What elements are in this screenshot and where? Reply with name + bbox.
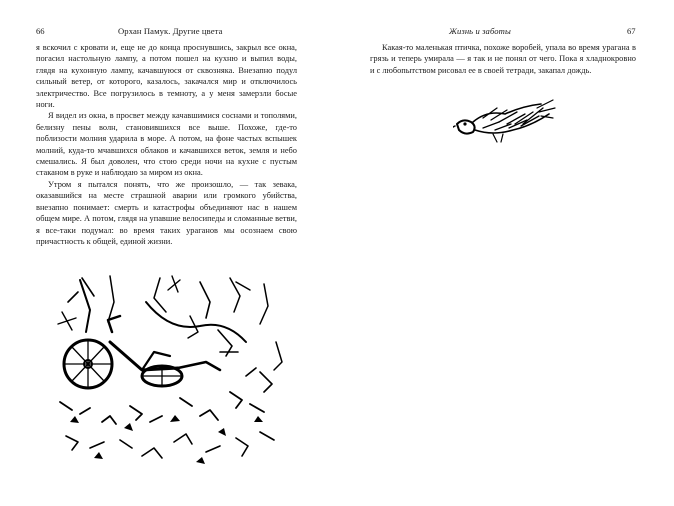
page-number-right: 67 [627,26,636,36]
running-head-right: Жизнь и заботы [449,26,511,36]
right-page [337,0,674,506]
paragraph: Какая-то маленькая птичка, похоже воробей, упала во время урагана в грязь и теперь умирала — я так и не понял от чего. Пока я хладнокровно и с любопытством рисовал ее в своей тетради, закапал дождь. [370,43,636,75]
page-number-left: 66 [36,26,45,36]
running-head-left: Орхан Памук. Другие цвета [118,26,223,36]
paragraph: я вскочил с кровати и, еще не до конца проснувшись, закрыл все окна, погасил настольную лампу, а потом пошел на кухню и выпил воды, глядя на кухонную лампу, качавшуюся от сквозняка. Внезапно подул сильный ветер, от которого, казалось, закачался мир и отключилось электричество. Все погрузилось в темноту, а у меня замерзли босые ноги. [36,43,297,110]
bird-illustration [453,96,557,146]
left-body-text [36,42,297,247]
paragraph: Я видел из окна, в просвет между качавшимися соснами и тополями, белизну пены волн, становившихся все выше. Похоже, где-то поблизости молния ударила в море. А потом, на фоне частых вспышек молний, куда-то мчавшихся облаков и качавшихся веток, земля и небо смешались. Я был доволен, что стою среди ночи на кухне с пустым стаканом в руке и наблюдаю за миром из окна. [36,111,297,178]
right-body-text [370,42,636,76]
bicycle-illustration [50,272,290,468]
paragraph: Утром я пытался понять, что же произошло, — так зевака, оказавшийся на месте страшной аварии или громкого убийства, внезапно понимает: смерть и катастрофы объединяют нас в нашем общем мире. А потом, глядя на упавшие велосипеды и сломанные ветви, я все-таки подумал: во время таких ураганов мы осознаем свою причастность к общей, единой жизни. [36,179,297,246]
